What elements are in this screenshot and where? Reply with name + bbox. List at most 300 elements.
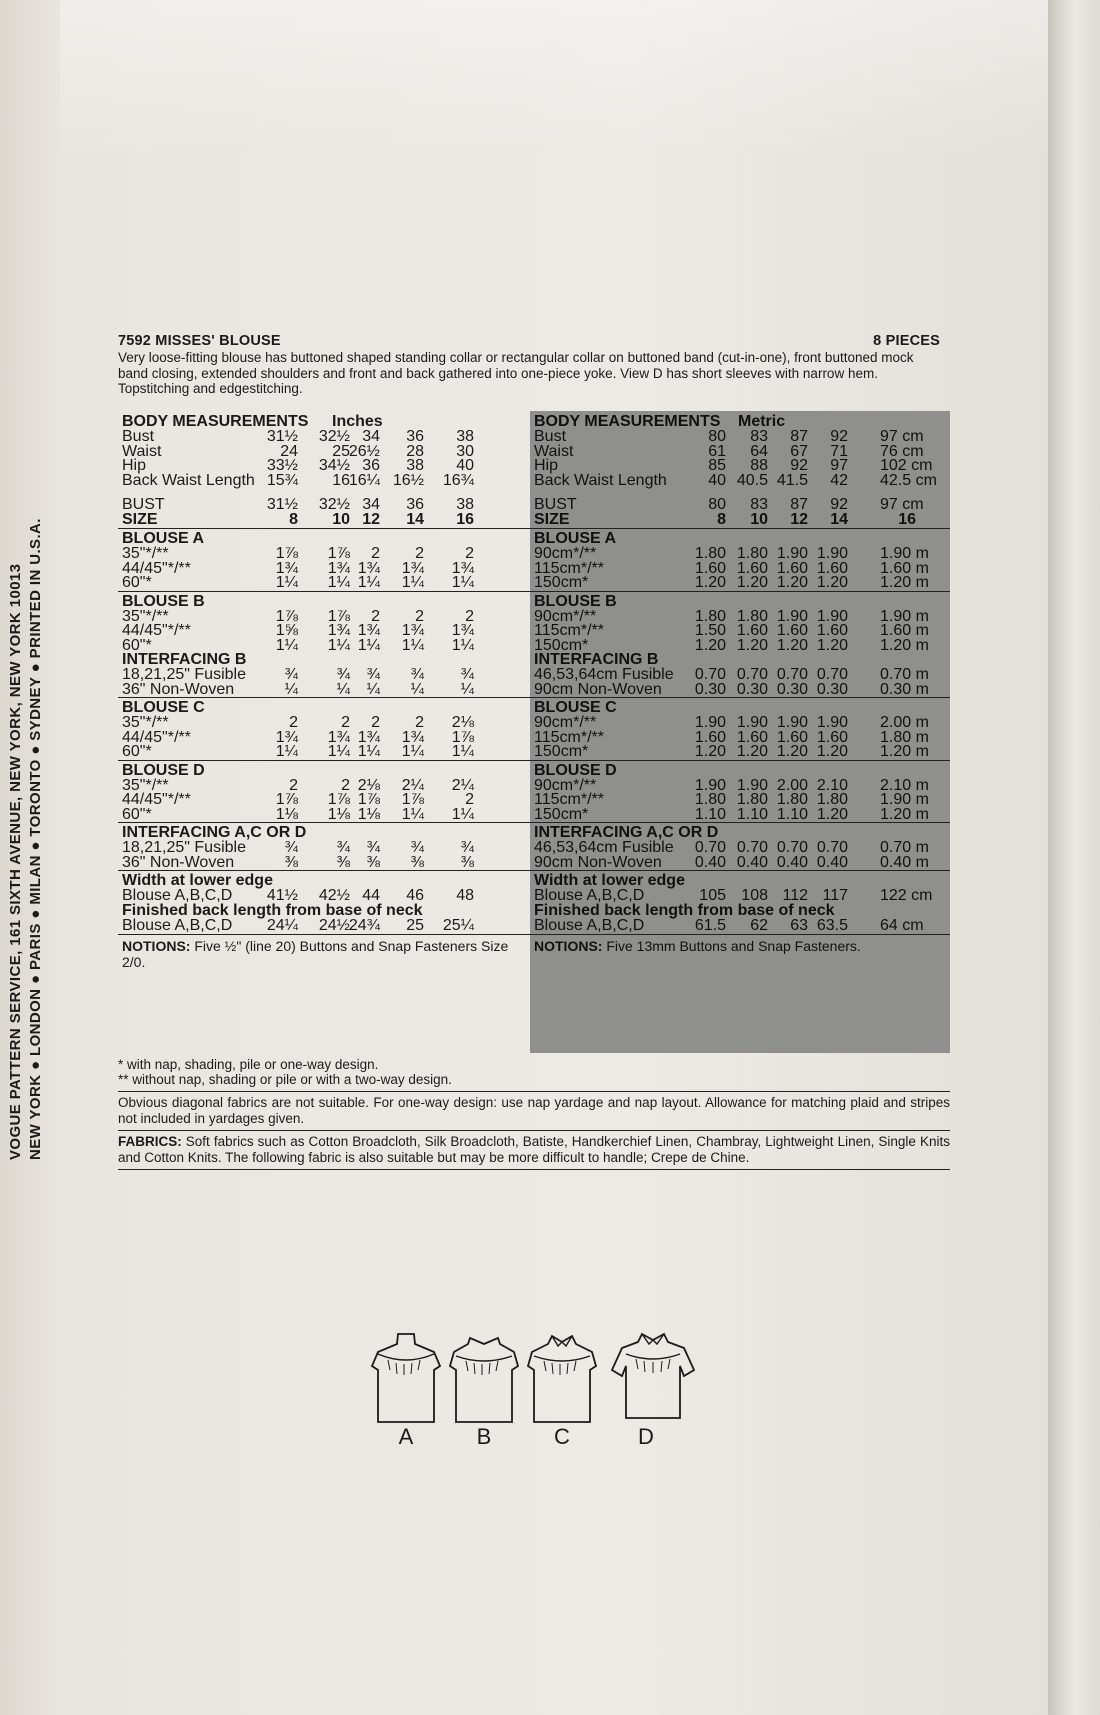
row-label: 44/45"*/** — [122, 559, 191, 577]
row-value: 1.60 — [736, 728, 768, 746]
row-value: 32½ — [318, 496, 350, 513]
row-value: 1⅝ — [275, 622, 298, 639]
table-row — [534, 887, 944, 903]
inches-table — [118, 411, 530, 1053]
row-value: 2¼ — [451, 776, 474, 794]
table-row — [534, 574, 944, 590]
row-value: 97 — [830, 457, 848, 474]
row-value: 63.5 — [816, 917, 848, 934]
divider — [530, 934, 950, 935]
row-value: 1.60 m — [880, 559, 929, 577]
row-value: 2 — [465, 791, 474, 808]
row-value: 33½ — [266, 457, 298, 474]
row-value: 1.20 m — [880, 636, 929, 654]
row-label: 60"* — [122, 636, 152, 654]
row-value: 1⅛ — [275, 805, 298, 823]
row-value: ⅜ — [336, 853, 350, 871]
row-value: 1.90 — [776, 607, 808, 625]
row-value: ¾ — [284, 839, 298, 856]
row-value: 88 — [750, 457, 768, 474]
envelope-flap-edge — [1048, 0, 1100, 1715]
view-b — [446, 1330, 522, 1449]
row-label: Waist — [122, 442, 162, 460]
row-value: 1.80 — [736, 607, 768, 625]
section-title: BLOUSE D — [534, 761, 617, 779]
table-row — [122, 743, 524, 759]
row-label: Hip — [534, 457, 559, 474]
row-value: 1¾ — [327, 559, 350, 577]
section-title: Width at lower edge — [534, 872, 685, 889]
row-value: 85 — [708, 457, 726, 474]
table-heading — [122, 413, 524, 429]
row-label: 90cm Non-Woven — [534, 680, 662, 698]
section-title: Width at lower edge — [122, 872, 273, 889]
row-value: 1.20 m — [880, 574, 929, 591]
row-value: 71 — [830, 442, 848, 460]
row-value: 1¼ — [275, 574, 298, 591]
row-value: 1.90 — [776, 714, 808, 731]
row-value: 8 — [717, 511, 726, 528]
row-label: 90cm*/** — [534, 545, 597, 562]
row-value: 0.70 m — [880, 839, 929, 856]
notions-label: NOTIONS: — [534, 938, 603, 954]
row-value: 1.10 — [776, 805, 808, 823]
row-value: 1.90 — [816, 545, 848, 562]
row-value: 1.10 — [694, 805, 726, 823]
row-value: 80 — [708, 496, 726, 513]
row-value: 92 — [790, 457, 808, 474]
row-value: 42.5 cm — [880, 471, 937, 489]
row-value: 25 — [332, 442, 350, 460]
row-value: 1.60 — [776, 559, 808, 577]
divider — [530, 591, 950, 592]
row-value: 0.70 — [736, 666, 768, 683]
row-value: 34½ — [318, 457, 350, 474]
row-label: SIZE — [534, 511, 570, 528]
row-value: 1¼ — [327, 574, 350, 591]
row-value: 31½ — [266, 428, 298, 445]
row-label: 90cm*/** — [534, 776, 597, 794]
row-value: 1¼ — [451, 743, 474, 760]
pattern-info — [118, 333, 950, 1165]
row-label: BUST — [122, 496, 165, 513]
row-value: 1¼ — [451, 574, 474, 591]
row-value: 16 — [898, 511, 916, 528]
row-value: 1.20 — [694, 743, 726, 760]
row-value: 1⅞ — [327, 545, 350, 562]
row-value: 1¾ — [275, 559, 298, 577]
heading-label: BODY MEASUREMENTS — [122, 413, 309, 430]
row-label: Waist — [534, 442, 574, 460]
row-value: 38 — [456, 496, 474, 513]
divider — [118, 822, 530, 823]
row-label: 35"*/** — [122, 545, 169, 562]
row-value: 26½ — [348, 442, 380, 460]
pattern-description: Very loose-fitting blouse has buttoned shaped standing collar or rectangular collar on buttoned band (cut-in-one), front buttoned mock band closing, extended shoulders and front and back gathered into one-piece yoke. View D has short sleeves with narrow hem. Topstitching and edgestitching. — [118, 350, 914, 396]
row-value: 1.60 m — [880, 622, 929, 639]
row-value: 1.20 — [694, 636, 726, 654]
row-value: 0.30 — [776, 680, 808, 698]
row-value: 1.90 — [736, 714, 768, 731]
divider — [118, 870, 530, 871]
row-value: 30 — [456, 442, 474, 460]
row-value: 1.60 — [776, 728, 808, 746]
table-row — [122, 472, 524, 488]
row-value: 1.90 m — [880, 607, 929, 625]
blouse-view-b-icon — [446, 1330, 522, 1426]
row-value: 31½ — [266, 496, 298, 513]
row-value: 1⅞ — [275, 545, 298, 562]
paper-shading — [60, 0, 1050, 160]
table-row — [122, 574, 524, 590]
row-value: 1.50 — [694, 622, 726, 639]
blouse-view-d-icon — [608, 1330, 698, 1426]
row-value: 1¾ — [401, 622, 424, 639]
row-label: 35"*/** — [122, 776, 169, 794]
row-value: 105 — [699, 887, 726, 904]
row-value: 2.00 m — [880, 714, 929, 731]
row-value: 1.60 — [816, 728, 848, 746]
notions-note — [534, 938, 944, 954]
view-letter: B — [476, 1424, 492, 1449]
row-value: 28 — [406, 442, 424, 460]
row-value: 2.10 — [816, 776, 848, 794]
table-row — [122, 806, 524, 822]
row-value: ¼ — [336, 680, 350, 698]
row-value: 83 — [750, 496, 768, 513]
row-value: 1.20 — [816, 743, 848, 760]
row-label: 46,53,64cm Fusible — [534, 666, 674, 683]
row-value: ¾ — [366, 666, 380, 683]
row-value: 44 — [362, 887, 380, 904]
row-value: 1⅞ — [401, 791, 424, 808]
table-row — [534, 681, 944, 697]
row-value: 1¼ — [327, 636, 350, 654]
unit-label: Metric — [738, 413, 786, 430]
row-value: 1.20 — [776, 743, 808, 760]
row-value: 12 — [790, 511, 808, 528]
view-c — [524, 1330, 600, 1449]
row-value: 2 — [465, 607, 474, 625]
row-value: 1¾ — [357, 622, 380, 639]
row-label: 115cm*/** — [534, 622, 604, 639]
row-value: 97 cm — [880, 496, 924, 513]
row-value: 1⅞ — [451, 728, 474, 746]
table-row — [122, 887, 524, 903]
row-label: Blouse A,B,C,D — [534, 917, 645, 934]
row-value: 1.20 m — [880, 743, 929, 760]
row-value: 1.20 — [816, 805, 848, 823]
pattern-header — [118, 333, 940, 349]
row-value: 2⅛ — [451, 714, 474, 731]
section-title: BLOUSE B — [122, 592, 205, 610]
row-value: 1.20 — [776, 574, 808, 591]
row-value: 38 — [456, 428, 474, 445]
row-value: 1.80 — [776, 791, 808, 808]
row-value: 2 — [341, 776, 350, 794]
row-value: 1¾ — [357, 728, 380, 746]
section-title: INTERFACING A,C OR D — [534, 824, 719, 841]
row-label: 90cm*/** — [534, 714, 597, 731]
row-value: 1.60 — [816, 622, 848, 639]
section-title: BLOUSE A — [122, 530, 205, 547]
row-value: 92 — [830, 496, 848, 513]
section-title: BLOUSE B — [534, 592, 617, 610]
divider — [118, 1091, 950, 1092]
row-value: 1.80 — [694, 545, 726, 562]
row-value: 0.40 — [776, 853, 808, 871]
row-value: 0.30 m — [880, 680, 929, 698]
view-letter: D — [638, 1424, 654, 1449]
row-value: 36 — [406, 496, 424, 513]
row-value: 0.70 — [776, 839, 808, 856]
row-label: 115cm*/** — [534, 791, 604, 808]
row-value: ¾ — [284, 666, 298, 683]
pattern-title: 7592 MISSES' BLOUSE — [118, 333, 281, 349]
row-value: ⅜ — [366, 853, 380, 871]
row-value: ¾ — [410, 839, 424, 856]
row-value: 0.70 — [816, 666, 848, 683]
table-row — [534, 917, 944, 933]
row-value: ¾ — [460, 839, 474, 856]
row-value: 1¼ — [401, 636, 424, 654]
row-value: 83 — [750, 428, 768, 445]
row-label: Blouse A,B,C,D — [534, 887, 645, 904]
divider — [118, 591, 530, 592]
row-value: 2 — [415, 714, 424, 731]
row-value: 16¼ — [348, 471, 380, 489]
view-a — [368, 1330, 444, 1449]
table-heading — [534, 413, 944, 429]
row-value: 1.60 — [736, 559, 768, 577]
row-value: 1.90 — [736, 776, 768, 794]
divider — [118, 697, 530, 698]
row-value: 14 — [830, 511, 848, 528]
divider — [118, 760, 530, 761]
section-title: Finished back length from base of neck — [122, 902, 423, 919]
row-label: 46,53,64cm Fusible — [534, 839, 674, 856]
row-value: 92 — [830, 428, 848, 445]
row-value: 1¼ — [275, 743, 298, 760]
fabrics-text: Soft fabrics such as Cotton Broadcloth, Silk Broadcloth, Batiste, Handkerchief Linen, Chambray, Lightweight Linen, Single Knits and Cotton Knits. The following fabric is also suitable but may be more difficult to handle; Crepe de Chine. — [118, 1134, 950, 1165]
row-value: ¼ — [366, 680, 380, 698]
row-label: 18,21,25" Fusible — [122, 839, 246, 856]
table-row — [534, 743, 944, 759]
row-value: ¾ — [460, 666, 474, 683]
row-value: 97 cm — [880, 428, 924, 445]
section-title: INTERFACING B — [534, 651, 659, 668]
row-value: 1.80 — [816, 791, 848, 808]
row-value: 1⅛ — [357, 805, 380, 823]
view-d — [608, 1330, 698, 1449]
divider — [530, 697, 950, 698]
row-label: Back Waist Length — [534, 471, 667, 489]
row-value: 42½ — [318, 887, 350, 904]
row-label: 115cm*/** — [534, 559, 604, 577]
row-value: 1¼ — [451, 805, 474, 823]
row-label: Blouse A,B,C,D — [122, 887, 233, 904]
divider — [530, 760, 950, 761]
row-label: 35"*/** — [122, 714, 169, 731]
section-title: INTERFACING B — [122, 651, 247, 668]
row-value: 1¾ — [451, 622, 474, 639]
row-value: 1¼ — [357, 574, 380, 591]
row-value: 36 — [362, 457, 380, 474]
row-value: 1.80 — [694, 791, 726, 808]
row-value: 24½ — [318, 917, 350, 934]
row-value: 1.20 — [736, 574, 768, 591]
row-value: 1.10 — [736, 805, 768, 823]
row-value: 46 — [406, 887, 424, 904]
row-value: 34 — [362, 428, 380, 445]
fabrics-label: FABRICS: — [118, 1134, 182, 1149]
divider — [530, 870, 950, 871]
notions-text: Five ½" (line 20) Buttons and Snap Fasteners Size 2/0. — [122, 938, 509, 970]
row-value: 10 — [332, 511, 350, 528]
section-title: Finished back length from base of neck — [534, 902, 835, 919]
table-row — [122, 917, 524, 933]
row-value: 61.5 — [694, 917, 726, 934]
row-value: 2 — [371, 545, 380, 562]
table-row — [122, 496, 524, 512]
divider — [118, 1169, 950, 1170]
row-value: 1.90 — [816, 714, 848, 731]
row-value: 2 — [415, 545, 424, 562]
diagonal-note: Obvious diagonal fabrics are not suitable. For one-way design: use nap yardage and nap layout. Allowance for matching plaid and stripes not included in yardages given. — [118, 1095, 950, 1126]
row-value: 32½ — [318, 428, 350, 445]
row-value: 1.20 — [736, 636, 768, 654]
row-label: Hip — [122, 457, 147, 474]
row-value: 0.70 — [694, 839, 726, 856]
row-value: 0.70 — [816, 839, 848, 856]
table-row — [122, 681, 524, 697]
row-label: Blouse A,B,C,D — [122, 917, 233, 934]
divider — [530, 822, 950, 823]
row-value: 1.20 — [816, 574, 848, 591]
row-value: 1.60 — [816, 559, 848, 577]
row-value: 0.30 — [694, 680, 726, 698]
section-title: INTERFACING A,C OR D — [122, 824, 307, 841]
notions-note — [122, 938, 524, 970]
row-value: 63 — [790, 917, 808, 934]
blouse-view-c-icon — [524, 1330, 600, 1426]
row-value: 1.60 — [736, 622, 768, 639]
table-row — [534, 806, 944, 822]
row-value: 40.5 — [736, 471, 768, 489]
row-value: 2 — [465, 545, 474, 562]
row-label: 150cm* — [534, 574, 589, 591]
row-value: 34 — [362, 496, 380, 513]
row-value: 62 — [750, 917, 768, 934]
blouse-view-a-icon — [368, 1330, 444, 1426]
row-label: 115cm*/** — [534, 728, 604, 746]
row-value: 24¼ — [266, 917, 298, 934]
row-value: 108 — [741, 887, 768, 904]
row-label: 36" Non-Woven — [122, 853, 235, 871]
row-value: 16 — [456, 511, 474, 528]
view-letter: A — [398, 1424, 414, 1449]
row-value: 16 — [332, 471, 350, 489]
row-value: 80 — [708, 428, 726, 445]
row-value: 2 — [415, 607, 424, 625]
row-value: 1¼ — [401, 743, 424, 760]
row-value: 1.90 — [776, 545, 808, 562]
row-value: 2⅛ — [357, 776, 380, 794]
table-row — [122, 854, 524, 870]
row-label: 150cm* — [534, 636, 589, 654]
row-value: 1¼ — [357, 743, 380, 760]
row-value: 0.70 m — [880, 666, 929, 683]
row-value: 1.90 m — [880, 791, 929, 808]
notions-label: NOTIONS: — [122, 938, 191, 954]
row-value: 2¼ — [401, 776, 424, 794]
row-label: BUST — [534, 496, 577, 513]
row-value: 2.10 m — [880, 776, 929, 794]
row-value: 1.20 — [694, 574, 726, 591]
row-value: 112 — [782, 887, 808, 904]
row-value: ¼ — [284, 680, 298, 698]
row-value: 76 cm — [880, 442, 924, 460]
row-value: 15¾ — [266, 471, 298, 489]
row-value: 1.80 m — [880, 728, 929, 746]
section-title: BLOUSE C — [122, 699, 205, 716]
row-value: 1⅞ — [357, 791, 380, 808]
row-value: 0.40 — [816, 853, 848, 871]
row-value: 1⅞ — [327, 791, 350, 808]
row-value: 61 — [708, 442, 726, 460]
table-row — [534, 511, 944, 527]
row-label: 60"* — [122, 574, 152, 591]
notions-text: Five 13mm Buttons and Snap Fasteners. — [606, 938, 861, 954]
row-value: 16½ — [392, 471, 424, 489]
section-title: BLOUSE A — [534, 530, 617, 547]
row-label: 18,21,25" Fusible — [122, 666, 246, 683]
publisher-address: VOGUE PATTERN SERVICE, 161 SIXTH AVENUE, NEW YORK, NEW YORK 10013 — [7, 563, 24, 1160]
row-value: 1.60 — [694, 559, 726, 577]
row-value: 36 — [406, 428, 424, 445]
row-value: 0.40 m — [880, 853, 929, 871]
metric-table — [530, 411, 950, 1053]
row-value: 24¾ — [348, 917, 380, 934]
row-label: 90cm*/** — [534, 607, 597, 625]
row-value: 24 — [280, 442, 298, 460]
row-value: 1.90 — [694, 776, 726, 794]
row-value: 41½ — [266, 887, 298, 904]
yardage-tables — [118, 411, 950, 1053]
row-value: 40 — [456, 457, 474, 474]
row-value: 87 — [790, 428, 808, 445]
row-value: 117 — [822, 887, 848, 904]
row-value: ¼ — [460, 680, 474, 698]
row-value: 12 — [362, 511, 380, 528]
row-value: 1¼ — [327, 743, 350, 760]
row-value: 1.80 — [736, 791, 768, 808]
row-label: Bust — [534, 428, 567, 445]
row-value: 1¼ — [451, 636, 474, 654]
divider — [118, 528, 530, 529]
row-value: 2.00 — [776, 776, 808, 794]
row-value: 1⅛ — [327, 805, 350, 823]
footnotes — [118, 1057, 950, 1173]
row-value: 38 — [406, 457, 424, 474]
row-label: Bust — [122, 428, 155, 445]
publisher-cities: NEW YORK ● LONDON ● PARIS ● MILAN ● TORONTO ● SYDNEY ● PRINTED IN U.S.A. — [27, 518, 44, 1160]
row-value: 1¼ — [401, 805, 424, 823]
row-value: 1¾ — [401, 728, 424, 746]
row-value: 40 — [708, 471, 726, 489]
row-value: 41.5 — [776, 471, 808, 489]
heading-label: BODY MEASUREMENTS — [534, 413, 721, 430]
